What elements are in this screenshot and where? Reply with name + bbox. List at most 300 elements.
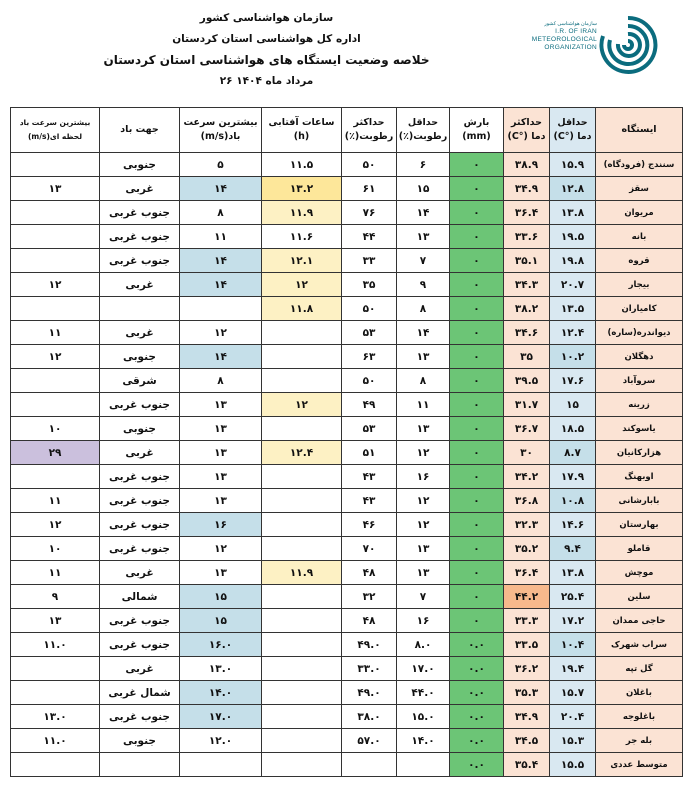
table-row xyxy=(11,465,683,489)
table-row xyxy=(11,513,683,537)
max-temp-cell: ۳۰ xyxy=(504,441,550,465)
col-min-temp: حداقل دما (°C) xyxy=(550,108,596,153)
min-temp-cell: ۲۰.۴ xyxy=(550,705,596,729)
min-temp-cell: ۱۹.۸ xyxy=(550,249,596,273)
wind-direction-cell: جنوب غربی xyxy=(100,489,180,513)
min-temp-cell: ۱۰.۸ xyxy=(550,489,596,513)
table-row xyxy=(11,633,683,657)
sunshine-cell: ۱۳.۲ xyxy=(262,177,342,201)
table-row xyxy=(11,489,683,513)
wind-speed-cell: ۱۶ xyxy=(180,513,262,537)
gust-cell: ۱۰ xyxy=(11,417,100,441)
average-wind-speed-cell xyxy=(180,753,262,777)
station-cell: گل تپه xyxy=(596,657,683,681)
max-humidity-cell: ۵۱ xyxy=(342,441,397,465)
gust-cell: ۱۱ xyxy=(11,561,100,585)
gust-cell xyxy=(11,393,100,417)
wind-direction-cell: جنوبی xyxy=(100,345,180,369)
max-temp-cell: ۳۴.۵ xyxy=(504,729,550,753)
average-min-temp-cell: ۱۵.۵ xyxy=(550,753,596,777)
min-temp-cell: ۱۷.۹ xyxy=(550,465,596,489)
rain-cell: ۰ xyxy=(450,393,504,417)
table-row xyxy=(11,321,683,345)
rain-cell: ۰ xyxy=(450,225,504,249)
station-cell: هزارکانیان xyxy=(596,441,683,465)
min-humidity-cell: ۱۳ xyxy=(397,561,450,585)
wind-direction-cell: جنوب غربی xyxy=(100,465,180,489)
logo-text: سازمان هواشناسی کشور I.R. OF IRAN METEOROLOGICAL ORGANIZATION xyxy=(531,21,597,51)
wind-direction-cell: غربی xyxy=(100,177,180,201)
weather-stations-table xyxy=(10,107,683,777)
max-humidity-cell: ۴۴ xyxy=(342,225,397,249)
station-cell: سقز xyxy=(596,177,683,201)
min-humidity-cell: ۱۳ xyxy=(397,537,450,561)
min-humidity-cell: ۱۵ xyxy=(397,177,450,201)
wind-speed-cell: ۸ xyxy=(180,369,262,393)
wind-direction-cell: غربی xyxy=(100,657,180,681)
min-humidity-cell: ۹ xyxy=(397,273,450,297)
wind-speed-cell: ۸ xyxy=(180,201,262,225)
min-humidity-cell: ۱۵.۰ xyxy=(397,705,450,729)
max-humidity-cell: ۵۳ xyxy=(342,417,397,441)
max-temp-cell: ۳۶.۲ xyxy=(504,657,550,681)
col-station: ایستگاه xyxy=(596,108,683,153)
max-humidity-cell: ۵۰ xyxy=(342,369,397,393)
table-row xyxy=(11,417,683,441)
wind-speed-cell: ۱۴ xyxy=(180,249,262,273)
max-temp-cell: ۳۵ xyxy=(504,345,550,369)
meteorological-organization-logo xyxy=(529,14,659,86)
max-humidity-cell: ۵۰ xyxy=(342,297,397,321)
average-gust-cell xyxy=(11,753,100,777)
station-cell: زرینه xyxy=(596,393,683,417)
wind-direction-cell: جنوب غربی xyxy=(100,609,180,633)
min-humidity-cell: ۸ xyxy=(397,369,450,393)
wind-direction-cell: جنوب غربی xyxy=(100,537,180,561)
wind-speed-cell: ۱۳ xyxy=(180,393,262,417)
station-cell: سروآباد xyxy=(596,369,683,393)
table-row xyxy=(11,609,683,633)
min-temp-cell: ۸.۷ xyxy=(550,441,596,465)
rain-cell: ۰.۰ xyxy=(450,633,504,657)
wind-speed-cell: ۱۳ xyxy=(180,417,262,441)
wind-direction-cell: جنوبی xyxy=(100,153,180,177)
rain-cell: ۰ xyxy=(450,465,504,489)
station-cell: سلین xyxy=(596,585,683,609)
sunshine-cell: ۱۲.۱ xyxy=(262,249,342,273)
title-block xyxy=(0,8,533,92)
wind-speed-cell: ۱۲.۰ xyxy=(180,729,262,753)
average-max-humidity-cell xyxy=(342,753,397,777)
max-humidity-cell: ۷۰ xyxy=(342,537,397,561)
rain-cell: ۰ xyxy=(450,489,504,513)
min-temp-cell: ۱۳.۸ xyxy=(550,561,596,585)
wind-speed-cell: ۱۴ xyxy=(180,345,262,369)
max-temp-cell: ۳۴.۹ xyxy=(504,177,550,201)
average-row xyxy=(11,753,683,777)
max-temp-cell: ۳۸.۹ xyxy=(504,153,550,177)
sunshine-cell xyxy=(262,633,342,657)
table-row xyxy=(11,177,683,201)
rain-cell: ۰ xyxy=(450,537,504,561)
report-title: خلاصه وضعیت ایستگاه های هواشناسی استان کردستان xyxy=(103,53,430,67)
sunshine-cell: ۱۲ xyxy=(262,393,342,417)
col-min-humidity: حداقل رطوبت(٪) xyxy=(397,108,450,153)
min-temp-cell: ۱۸.۵ xyxy=(550,417,596,441)
sunshine-cell xyxy=(262,609,342,633)
table-row xyxy=(11,345,683,369)
gust-cell: ۹ xyxy=(11,585,100,609)
max-temp-cell: ۳۳.۶ xyxy=(504,225,550,249)
org-name: سازمان هواشناسی کشور xyxy=(199,12,334,24)
min-humidity-cell: ۷ xyxy=(397,585,450,609)
wind-speed-cell: ۱۵ xyxy=(180,585,262,609)
dept-name: اداره کل هواشناسی استان کردستان xyxy=(172,33,361,45)
max-humidity-cell: ۳۳.۰ xyxy=(342,657,397,681)
min-temp-cell: ۱۳.۸ xyxy=(550,201,596,225)
max-temp-cell: ۳۵.۲ xyxy=(504,537,550,561)
rain-cell: ۰ xyxy=(450,513,504,537)
station-cell: کامیاران xyxy=(596,297,683,321)
wind-speed-cell: ۱۲ xyxy=(180,537,262,561)
max-humidity-cell: ۴۳ xyxy=(342,489,397,513)
rain-cell: ۰ xyxy=(450,369,504,393)
station-cell: یاسوکند xyxy=(596,417,683,441)
wind-speed-cell: ۱۱ xyxy=(180,225,262,249)
sunshine-cell: ۱۱.۸ xyxy=(262,297,342,321)
station-cell: قاملو xyxy=(596,537,683,561)
max-humidity-cell: ۴۸ xyxy=(342,609,397,633)
rain-cell: ۰ xyxy=(450,249,504,273)
wind-direction-cell: غربی xyxy=(100,561,180,585)
min-temp-cell: ۹.۴ xyxy=(550,537,596,561)
table-row xyxy=(11,537,683,561)
station-cell: حاجی ممدان xyxy=(596,609,683,633)
wind-speed-cell xyxy=(180,297,262,321)
gust-cell: ۱۱.۰ xyxy=(11,633,100,657)
gust-cell xyxy=(11,201,100,225)
wind-direction-cell: جنوب غربی xyxy=(100,225,180,249)
wind-direction-cell: جنوب غربی xyxy=(100,249,180,273)
min-temp-cell: ۲۰.۷ xyxy=(550,273,596,297)
max-temp-cell: ۳۶.۷ xyxy=(504,417,550,441)
station-cell: باغلان xyxy=(596,681,683,705)
station-cell: بله جر xyxy=(596,729,683,753)
max-temp-cell: ۳۶.۴ xyxy=(504,201,550,225)
min-temp-cell: ۱۲.۴ xyxy=(550,321,596,345)
gust-cell xyxy=(11,681,100,705)
min-temp-cell: ۱۹.۴ xyxy=(550,657,596,681)
table-row xyxy=(11,273,683,297)
wind-direction-cell: غربی xyxy=(100,321,180,345)
wind-speed-cell: ۱۶.۰ xyxy=(180,633,262,657)
table-row xyxy=(11,729,683,753)
gust-cell: ۱۳ xyxy=(11,177,100,201)
gust-cell xyxy=(11,657,100,681)
max-humidity-cell: ۳۲ xyxy=(342,585,397,609)
min-temp-cell: ۱۵.۹ xyxy=(550,153,596,177)
min-temp-cell: ۲۵.۴ xyxy=(550,585,596,609)
rain-cell: ۰ xyxy=(450,153,504,177)
wind-speed-cell: ۱۵ xyxy=(180,609,262,633)
wind-direction-cell: شرقی xyxy=(100,369,180,393)
sunshine-cell xyxy=(262,345,342,369)
gust-cell xyxy=(11,225,100,249)
max-humidity-cell: ۳۵ xyxy=(342,273,397,297)
station-cell: بانه xyxy=(596,225,683,249)
max-humidity-cell: ۳۳ xyxy=(342,249,397,273)
min-temp-cell: ۱۰.۲ xyxy=(550,345,596,369)
min-humidity-cell: ۶ xyxy=(397,153,450,177)
rain-cell: ۰.۰ xyxy=(450,657,504,681)
station-cell: اوبهنگ xyxy=(596,465,683,489)
wind-speed-cell: ۱۴ xyxy=(180,273,262,297)
table-row xyxy=(11,393,683,417)
rain-cell: ۰.۰ xyxy=(450,705,504,729)
min-humidity-cell: ۱۲ xyxy=(397,441,450,465)
rain-cell: ۰ xyxy=(450,177,504,201)
max-humidity-cell: ۴۶ xyxy=(342,513,397,537)
station-cell: قروه xyxy=(596,249,683,273)
gust-cell: ۱۱ xyxy=(11,321,100,345)
table-row xyxy=(11,441,683,465)
table-row xyxy=(11,153,683,177)
rain-cell: ۰ xyxy=(450,297,504,321)
wind-direction-cell xyxy=(100,297,180,321)
min-temp-cell: ۱۲.۸ xyxy=(550,177,596,201)
max-humidity-cell: ۵۷.۰ xyxy=(342,729,397,753)
average-rain-cell: ۰.۰ xyxy=(450,753,504,777)
col-sunshine: ساعات آفتابی (h) xyxy=(262,108,342,153)
gust-cell: ۱۰ xyxy=(11,537,100,561)
min-humidity-cell: ۱۴.۰ xyxy=(397,729,450,753)
min-humidity-cell: ۱۲ xyxy=(397,489,450,513)
wind-speed-cell: ۱۳ xyxy=(180,465,262,489)
max-humidity-cell: ۴۳ xyxy=(342,465,397,489)
table-row xyxy=(11,561,683,585)
average-sunshine-cell xyxy=(262,753,342,777)
table-row xyxy=(11,225,683,249)
gust-cell: ۱۲ xyxy=(11,513,100,537)
table-body xyxy=(11,153,683,777)
max-temp-cell: ۳۱.۷ xyxy=(504,393,550,417)
gust-cell: ۲۹ xyxy=(11,441,100,465)
average-min-humidity-cell xyxy=(397,753,450,777)
col-wind-speed: بیشترین سرعت باد(m/s) xyxy=(180,108,262,153)
gust-cell: ۱۱.۰ xyxy=(11,729,100,753)
wind-speed-cell: ۱۳ xyxy=(180,561,262,585)
max-humidity-cell: ۷۶ xyxy=(342,201,397,225)
station-cell: سراب شهرک xyxy=(596,633,683,657)
wind-direction-cell: شمال غربی xyxy=(100,681,180,705)
min-humidity-cell: ۱۳ xyxy=(397,417,450,441)
col-rain: بارش (mm) xyxy=(450,108,504,153)
sunshine-cell: ۱۱.۶ xyxy=(262,225,342,249)
max-temp-cell: ۳۳.۳ xyxy=(504,609,550,633)
gust-cell: ۱۳.۰ xyxy=(11,705,100,729)
wind-speed-cell: ۱۴ xyxy=(180,177,262,201)
sunshine-cell xyxy=(262,513,342,537)
wind-speed-cell: ۱۳ xyxy=(180,441,262,465)
station-cell: سنندج (فرودگاه) xyxy=(596,153,683,177)
min-temp-cell: ۱۵.۷ xyxy=(550,681,596,705)
rain-cell: ۰ xyxy=(450,441,504,465)
min-temp-cell: ۱۳.۵ xyxy=(550,297,596,321)
sunshine-cell xyxy=(262,369,342,393)
min-humidity-cell: ۱۷.۰ xyxy=(397,657,450,681)
min-humidity-cell: ۱۳ xyxy=(397,345,450,369)
table-row xyxy=(11,297,683,321)
wind-direction-cell: غربی xyxy=(100,441,180,465)
sunshine-cell: ۱۱.۵ xyxy=(262,153,342,177)
max-temp-cell: ۳۵.۳ xyxy=(504,681,550,705)
rain-cell: ۰ xyxy=(450,561,504,585)
max-temp-cell: ۳۶.۸ xyxy=(504,489,550,513)
col-gust-speed: بیشترین سرعت باد لحظه ای(m/s) xyxy=(11,108,100,153)
min-temp-cell: ۱۵ xyxy=(550,393,596,417)
gust-cell xyxy=(11,249,100,273)
station-cell: مریوان xyxy=(596,201,683,225)
sunshine-cell xyxy=(262,657,342,681)
report-date: ۲۶ مرداد ماه ۱۴۰۴ xyxy=(219,75,314,87)
max-temp-cell: ۳۳.۵ xyxy=(504,633,550,657)
gust-cell xyxy=(11,153,100,177)
min-humidity-cell: ۱۴ xyxy=(397,201,450,225)
min-humidity-cell: ۸.۰ xyxy=(397,633,450,657)
min-temp-cell: ۱۴.۶ xyxy=(550,513,596,537)
max-humidity-cell: ۴۸ xyxy=(342,561,397,585)
rain-cell: ۰ xyxy=(450,585,504,609)
wind-speed-cell: ۱۷.۰ xyxy=(180,705,262,729)
sunshine-cell xyxy=(262,489,342,513)
wind-direction-cell: جنوب غربی xyxy=(100,633,180,657)
header-row xyxy=(11,108,683,153)
gust-cell xyxy=(11,297,100,321)
sunshine-cell: ۱۱.۹ xyxy=(262,561,342,585)
table-row xyxy=(11,681,683,705)
sunshine-cell: ۱۱.۹ xyxy=(262,201,342,225)
wind-direction-cell: جنوب غربی xyxy=(100,705,180,729)
average-station-cell: متوسط عددی xyxy=(596,753,683,777)
min-humidity-cell: ۱۶ xyxy=(397,609,450,633)
sunshine-cell: ۱۲ xyxy=(262,273,342,297)
max-temp-cell: ۳۴.۶ xyxy=(504,321,550,345)
min-temp-cell: ۱۷.۶ xyxy=(550,369,596,393)
sunshine-cell xyxy=(262,417,342,441)
max-humidity-cell: ۶۱ xyxy=(342,177,397,201)
gust-cell: ۱۲ xyxy=(11,345,100,369)
max-temp-cell: ۳۴.۳ xyxy=(504,273,550,297)
wind-speed-cell: ۱۳.۰ xyxy=(180,657,262,681)
rain-cell: ۰ xyxy=(450,609,504,633)
max-temp-cell: ۳۲.۳ xyxy=(504,513,550,537)
max-temp-cell: ۳۸.۲ xyxy=(504,297,550,321)
min-temp-cell: ۱۷.۲ xyxy=(550,609,596,633)
rain-cell: ۰.۰ xyxy=(450,681,504,705)
report-header xyxy=(0,0,693,108)
max-humidity-cell: ۵۳ xyxy=(342,321,397,345)
rain-cell: ۰ xyxy=(450,273,504,297)
min-temp-cell: ۱۹.۵ xyxy=(550,225,596,249)
wind-direction-cell: شمالی xyxy=(100,585,180,609)
min-humidity-cell: ۸ xyxy=(397,297,450,321)
table-row xyxy=(11,201,683,225)
max-humidity-cell: ۳۸.۰ xyxy=(342,705,397,729)
min-humidity-cell: ۴۴.۰ xyxy=(397,681,450,705)
table-row xyxy=(11,249,683,273)
max-temp-cell: ۳۶.۴ xyxy=(504,561,550,585)
max-humidity-cell: ۴۹.۰ xyxy=(342,681,397,705)
station-cell: دیواندره(ساره) xyxy=(596,321,683,345)
max-temp-cell: ۳۵.۱ xyxy=(504,249,550,273)
wind-direction-cell: جنوب غربی xyxy=(100,393,180,417)
sunshine-cell xyxy=(262,681,342,705)
min-humidity-cell: ۷ xyxy=(397,249,450,273)
max-humidity-cell: ۵۰ xyxy=(342,153,397,177)
table-row xyxy=(11,705,683,729)
rain-cell: ۰ xyxy=(450,201,504,225)
max-temp-cell: ۳۴.۹ xyxy=(504,705,550,729)
max-temp-cell: ۳۹.۵ xyxy=(504,369,550,393)
sunshine-cell xyxy=(262,321,342,345)
max-temp-cell: ۴۴.۲ xyxy=(504,585,550,609)
sunshine-cell xyxy=(262,705,342,729)
min-humidity-cell: ۱۶ xyxy=(397,465,450,489)
max-humidity-cell: ۴۹.۰ xyxy=(342,633,397,657)
min-temp-cell: ۱۵.۳ xyxy=(550,729,596,753)
wind-speed-cell: ۵ xyxy=(180,153,262,177)
rain-cell: ۰ xyxy=(450,345,504,369)
sunshine-cell xyxy=(262,729,342,753)
wind-speed-cell: ۱۲ xyxy=(180,321,262,345)
rain-cell: ۰ xyxy=(450,321,504,345)
station-cell: بهارستان xyxy=(596,513,683,537)
table-row xyxy=(11,369,683,393)
min-humidity-cell: ۱۳ xyxy=(397,225,450,249)
wind-speed-cell: ۱۴.۰ xyxy=(180,681,262,705)
sunshine-cell xyxy=(262,537,342,561)
gust-cell xyxy=(11,369,100,393)
gust-cell xyxy=(11,465,100,489)
station-cell: باغلوجه xyxy=(596,705,683,729)
col-wind-direction: جهت باد xyxy=(100,108,180,153)
rain-cell: ۰ xyxy=(450,417,504,441)
sunshine-cell xyxy=(262,585,342,609)
table-row xyxy=(11,657,683,681)
station-cell: بیجار xyxy=(596,273,683,297)
station-cell: موچش xyxy=(596,561,683,585)
gust-cell: ۱۲ xyxy=(11,273,100,297)
gust-cell: ۱۱ xyxy=(11,489,100,513)
min-humidity-cell: ۱۴ xyxy=(397,321,450,345)
wind-direction-cell: جنوبی xyxy=(100,417,180,441)
sunshine-cell xyxy=(262,465,342,489)
col-max-temp: حداکثر دما (°C) xyxy=(504,108,550,153)
table-row xyxy=(11,585,683,609)
wind-direction-cell: جنوب غربی xyxy=(100,513,180,537)
col-max-humidity: حداکثر رطوبت(٪) xyxy=(342,108,397,153)
average-max-temp-cell: ۳۵.۴ xyxy=(504,753,550,777)
wind-direction-cell: جنوب غربی xyxy=(100,201,180,225)
max-humidity-cell: ۴۹ xyxy=(342,393,397,417)
station-cell: بابارشانی xyxy=(596,489,683,513)
station-cell: دهگلان xyxy=(596,345,683,369)
average-wind-direction-cell xyxy=(100,753,180,777)
max-humidity-cell: ۶۳ xyxy=(342,345,397,369)
wind-direction-cell: غربی xyxy=(100,273,180,297)
logo-spiral-icon xyxy=(597,14,659,76)
min-humidity-cell: ۱۱ xyxy=(397,393,450,417)
